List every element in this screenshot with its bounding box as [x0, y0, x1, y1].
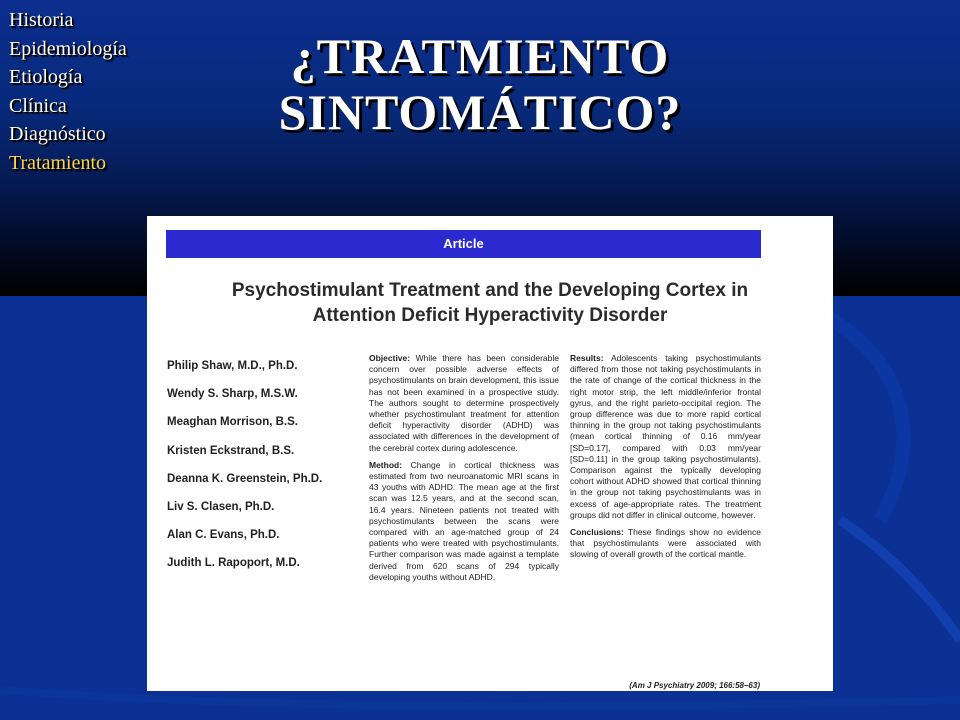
article-citation: (Am J Psychiatry 2009; 166:58–63): [629, 681, 760, 690]
objective-paragraph: [369, 353, 559, 454]
slide-title-line2: SINTOMÁTICO?: [278, 84, 682, 140]
method-label: Method:: [369, 459, 403, 470]
objective-text: While there has been considerable concern over possible adverse effects of psychostimulants on brain development, this issue has not been examined in a prospective study. The authors sought to determine prospectively whether psychostimulant treatment for attention deficit hyperactivity disorder (ADHD) was associated with differences in the development of the cerebral cortex during adolescence.: [369, 353, 559, 453]
objective-label: Objective:: [369, 353, 411, 363]
author: Alan C. Evans, Ph.D.: [167, 529, 280, 542]
author: Deanna K. Greenstein, Ph.D.: [167, 472, 323, 485]
article-title-line2: Attention Deficit Hyperactivity Disorder: [312, 305, 668, 326]
author: Wendy S. Sharp, M.S.W.: [167, 388, 298, 401]
section-nav: [9, 6, 127, 178]
article-image: [147, 216, 833, 691]
nav-item-epidemiologia[interactable]: Epidemiología: [9, 37, 127, 60]
nav-item-clinica[interactable]: Clínica: [9, 94, 67, 117]
nav-item-diagnostico[interactable]: Diagnóstico: [9, 123, 106, 146]
abstract-column-middle: [369, 353, 559, 589]
conclusions-label: Conclusions:: [570, 527, 624, 538]
method-paragraph: [369, 460, 559, 583]
author: Kristen Eckstrand, B.S.: [167, 444, 295, 457]
conclusions-paragraph: [570, 527, 761, 561]
results-label: Results:: [570, 353, 604, 363]
author: Philip Shaw, M.D., Ph.D.: [167, 360, 298, 372]
author: Meaghan Morrison, B.S.: [167, 416, 298, 429]
nav-item-historia[interactable]: Historia: [9, 9, 74, 31]
article-title: [147, 278, 833, 328]
conclusions-text: These findings show no evidence that psychostimulants were associated with slowing of overall growth of the cortical mantle.: [570, 527, 761, 560]
results-text: Adolescents taking psychostimulants differed from those not taking psychostimulants in the rate of change of the cortical thickness in the right motor strip, the left middle/inferior frontal gyrus, and the right parieto-occipital region. The group difference was due to more rapid cortical thinning in the group not taking psychostimulants (mean cortical thinning of 0.16 mm/year [SD=0.17], compared with 0.03 mm/year [SD=0.11] in the group taking psychostimulants). Comparison against the typically developing cohort without ADHD showed that cortical thinning in the group not taking psychostimulants was in excess of age-appropriate rates. The treatment groups did not differ in clinical outcome, however.: [570, 353, 761, 520]
article-title-line1: Psychostimulant Treatment and the Developing Cortex in: [231, 280, 749, 301]
author: Judith L. Rapoport, M.D.: [167, 557, 300, 570]
results-paragraph: [570, 353, 761, 521]
article-header-bar: Article: [166, 230, 761, 258]
author: Liv S. Clasen, Ph.D.: [167, 501, 275, 514]
slide-title-line1: ¿TRATMIENTO: [290, 28, 670, 84]
nav-item-tratamiento[interactable]: Tratamiento: [9, 151, 107, 174]
abstract-column-right: [570, 353, 761, 567]
nav-item-etiologia[interactable]: Etiología: [9, 66, 83, 89]
method-text: Change in cortical thickness was estimated from two neuroanatomic MRI scans in 43 youths with ADHD. The mean age at the first scan was 12.5 years, and at the second scan, 16.4 years. Nineteen patients not treated with psychostimulants between the scans were compared with an age-matched group of 24 patients who were treated with psychostimulants. Further comparison was made against a template derived from 620 scans of 294 typically developing youths without ADHD.: [369, 459, 559, 582]
slide-title: [230, 28, 730, 140]
author-list: [167, 352, 322, 578]
